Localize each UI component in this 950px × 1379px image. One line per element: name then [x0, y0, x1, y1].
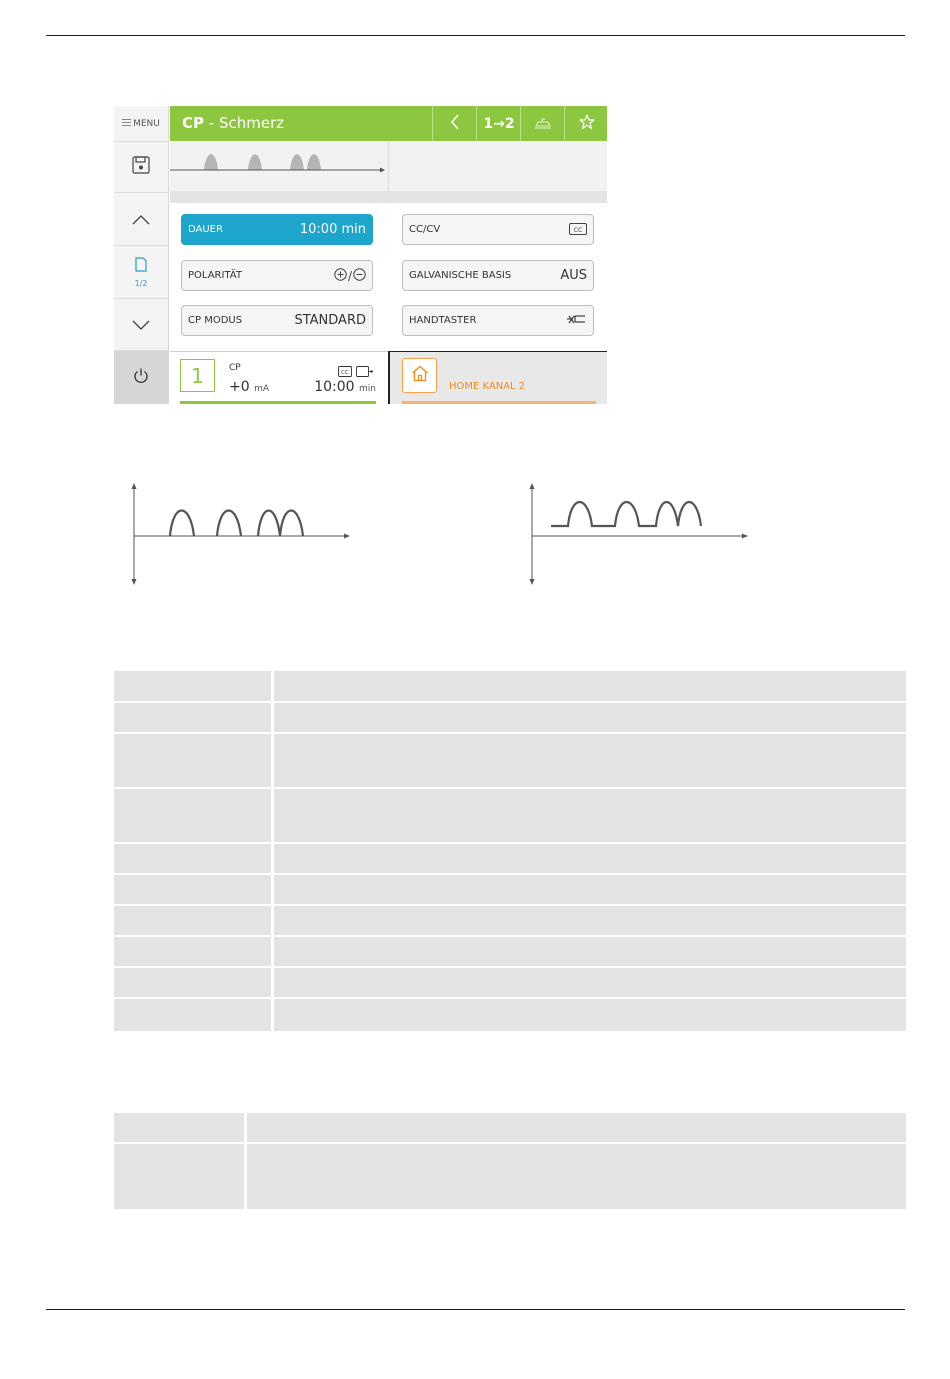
- waveform-axis-arrow: [380, 168, 385, 173]
- polarity-value: [334, 266, 366, 285]
- note-table: [114, 1113, 906, 1209]
- program-title: [182, 106, 284, 141]
- back-button[interactable]: [432, 106, 477, 141]
- table-row: [114, 789, 906, 842]
- svg-text:CC: CC: [573, 225, 583, 234]
- hand-switch-label: HANDTASTER: [409, 315, 477, 326]
- left-sidebar: [114, 106, 169, 404]
- y-axis-arrow-down: [530, 579, 535, 585]
- current-value: +0: [229, 379, 250, 395]
- program-mode: CP: [182, 114, 205, 132]
- save-button[interactable]: [114, 142, 168, 192]
- home-button[interactable]: [402, 358, 437, 393]
- channel-number: 1: [180, 359, 215, 392]
- hand-switch-button[interactable]: [402, 305, 594, 336]
- table-row: [114, 906, 906, 935]
- cc-cv-button[interactable]: [402, 214, 594, 245]
- menu-icon: [122, 119, 131, 129]
- bottom-rule: [46, 1309, 905, 1310]
- table-row: [114, 968, 906, 997]
- cp-mode-value: STANDARD: [294, 313, 366, 328]
- duration-label: DAUER: [188, 224, 223, 235]
- channel-time: [314, 379, 376, 395]
- current-unit: mA: [254, 384, 270, 394]
- cp-mode-button[interactable]: [181, 305, 373, 336]
- electrode-button[interactable]: [520, 106, 565, 141]
- electrode-icon: [533, 114, 553, 133]
- power-button[interactable]: [114, 351, 168, 404]
- table-row: [114, 703, 906, 732]
- channel-link-button[interactable]: [476, 106, 521, 141]
- chevron-up-icon: [132, 210, 150, 229]
- waveform-preview: [170, 141, 607, 191]
- chevron-down-icon: [132, 315, 150, 334]
- column-divider: [244, 1113, 247, 1209]
- galvanic-base-value: AUS: [560, 268, 587, 283]
- scroll-up-button[interactable]: [114, 193, 168, 245]
- diagram-standard: [118, 480, 363, 588]
- favorite-button[interactable]: [564, 106, 607, 141]
- channel-1-status[interactable]: [170, 351, 388, 404]
- home-progress-bar: [402, 401, 596, 404]
- table-row: [114, 1113, 906, 1142]
- waveform-pulses: [204, 154, 321, 170]
- channel-link-label: 1→2: [483, 115, 515, 132]
- waveform-graph: [170, 141, 388, 191]
- page-indicator: [114, 246, 168, 298]
- hand-switch-off-icon: [565, 311, 587, 330]
- polarity-separator: /: [347, 268, 352, 283]
- back-icon: [450, 114, 460, 134]
- parameter-panel: [170, 203, 607, 351]
- table-row: [114, 734, 906, 787]
- table-row: [114, 671, 906, 701]
- svg-text:CC: CC: [341, 369, 349, 376]
- duration-value: 10:00 min: [299, 222, 366, 237]
- cp-mode-label: CP MODUS: [188, 315, 243, 326]
- polarity-minus-icon: [353, 266, 366, 285]
- home-channel-label: HOME KANAL 2: [449, 381, 526, 392]
- y-axis-arrow-down: [132, 579, 137, 585]
- home-icon: [411, 365, 429, 386]
- page-icon: [135, 257, 147, 276]
- channel-progress-bar: [180, 401, 376, 404]
- power-icon: [132, 367, 150, 389]
- top-rule: [46, 35, 905, 36]
- polarity-button[interactable]: [181, 260, 373, 291]
- x-axis-arrow: [344, 534, 350, 539]
- device-screenshot: [114, 106, 607, 404]
- menu-button[interactable]: [114, 106, 168, 141]
- pulse-train-offset: [551, 502, 701, 526]
- save-icon: [132, 156, 150, 178]
- program-header: [170, 106, 607, 141]
- section-divider: [170, 191, 607, 203]
- table-row: [114, 1144, 906, 1209]
- channel-mode: CP: [229, 363, 241, 373]
- x-axis-arrow: [742, 534, 748, 539]
- table-row: [114, 999, 906, 1031]
- y-axis-arrow-up: [530, 483, 535, 489]
- table-row: [114, 937, 906, 966]
- pulse-train: [170, 511, 303, 537]
- program-name: - Schmerz: [204, 114, 285, 132]
- galvanic-base-button[interactable]: [402, 260, 594, 291]
- diagram-galvanic-base: [516, 480, 761, 588]
- polarity-plus-icon: [334, 266, 347, 285]
- time-unit: min: [359, 384, 376, 394]
- polarity-label: POLARITÄT: [188, 270, 242, 281]
- cc-icon: [569, 220, 587, 239]
- waveform-divider: [388, 141, 389, 191]
- channel-current: [229, 379, 269, 395]
- column-divider: [271, 671, 274, 1031]
- table-row: [114, 875, 906, 904]
- y-axis-arrow-up: [132, 483, 137, 489]
- menu-label: MENU: [133, 118, 160, 129]
- scroll-down-button[interactable]: [114, 299, 168, 350]
- duration-button[interactable]: [181, 214, 373, 245]
- page-counter: 1/2: [134, 278, 148, 288]
- time-value: 10:00: [314, 379, 355, 395]
- galvanic-base-label: GALVANISCHE BASIS: [409, 270, 512, 281]
- channel-2-home[interactable]: [388, 351, 607, 404]
- table-row: [114, 844, 906, 873]
- star-icon: [579, 114, 595, 134]
- cc-cv-label: CC/CV: [409, 224, 441, 235]
- parameter-table: [114, 671, 906, 1031]
